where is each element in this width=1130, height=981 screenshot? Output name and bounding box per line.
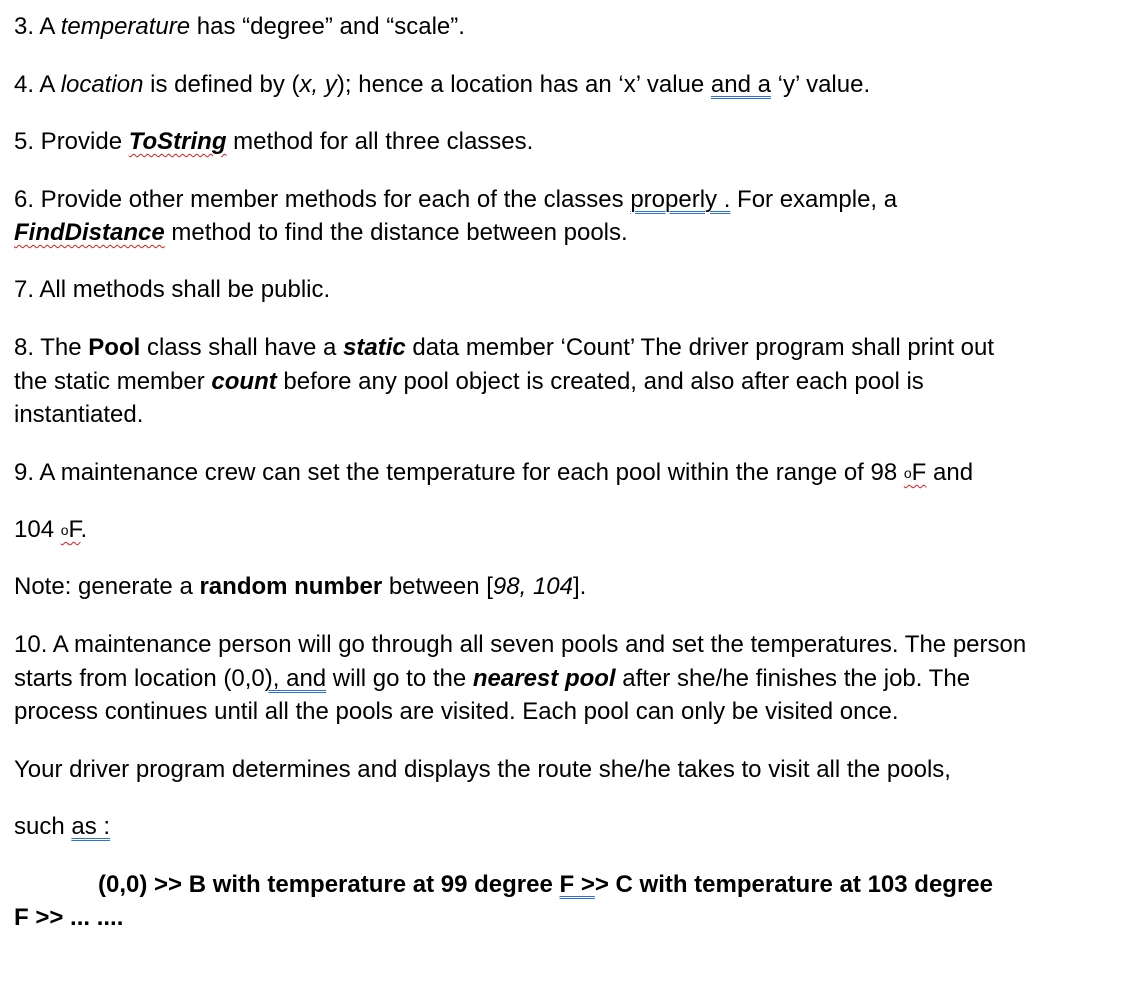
text: F >> ... .... (14, 904, 124, 931)
item-10-line-2 (14, 662, 970, 696)
text: between [ (382, 573, 493, 600)
degree-sign: o (903, 465, 912, 481)
text: will go to the (326, 665, 473, 692)
spelling-flag: ToString (128, 128, 227, 155)
text: class shall have a (140, 334, 344, 361)
text: is defined by ( (143, 71, 300, 98)
grammar-flag: as : (71, 813, 111, 840)
item-9-line-1 (14, 456, 973, 490)
text: ); hence a location has an ‘x’ value (336, 71, 711, 98)
italic-term: temperature (60, 13, 191, 40)
text: 9. A maintenance crew can set the temperature for each pool within the range of 98 (14, 459, 904, 486)
text: 3. A (14, 13, 61, 40)
item-8-line-1 (14, 331, 994, 365)
item-5 (14, 125, 533, 159)
example-line-1 (98, 868, 993, 902)
text: the static member (14, 368, 212, 395)
item-6-line-1 (14, 183, 897, 217)
example-line-2 (14, 901, 123, 935)
grammar-flag: and a (710, 71, 771, 98)
note (14, 570, 586, 604)
grammar-flag: F > (559, 871, 595, 898)
italic-term: location (60, 71, 144, 98)
text: 5. Provide (14, 128, 129, 155)
text: before any pool object is created, and also after each pool is (276, 368, 924, 395)
text: 6. Provide other member methods for each of the classes (14, 186, 631, 213)
spelling-flag: F (68, 516, 81, 543)
spelling-flag: FindDistance (14, 219, 165, 246)
text: and (926, 459, 974, 486)
text: instantiated. (14, 401, 144, 428)
text: (0,0) >> B with temperature at 99 degree (98, 871, 560, 898)
item-10-line-3 (14, 695, 899, 729)
text: 4. A (14, 71, 61, 98)
text: . (80, 516, 88, 543)
item-3 (14, 10, 465, 44)
text: 7. All methods shall be public. (14, 276, 331, 303)
italic-term: 98, 104 (492, 573, 573, 600)
degree-sign: o (60, 522, 69, 538)
text: Your driver program determines and displays the route she/he takes to visit all the pools, (14, 756, 951, 783)
driver-line-2 (14, 810, 110, 844)
text: process continues until all the pools are visited. Each pool can only be visited once. (14, 698, 899, 725)
text: 104 (14, 516, 61, 543)
text: starts from location (0,0 (14, 665, 265, 692)
item-6-line-2 (14, 216, 628, 250)
text: > C with temperature at 103 degree (594, 871, 993, 898)
grammar-flag: properly . (630, 186, 731, 213)
driver-line-1 (14, 753, 951, 787)
text: data member ‘Count’ The driver program shall print out (405, 334, 995, 361)
bold-italic-term: static (343, 334, 406, 361)
text: method to find the distance between pools. (164, 219, 628, 246)
item-9-line-2 (14, 513, 87, 547)
text: 10. A maintenance person will go through all seven pools and set the temperatures. The person (14, 631, 1027, 658)
item-8-line-3 (14, 398, 143, 432)
text: Note: generate a (14, 573, 200, 600)
text: ‘y’ value. (770, 71, 871, 98)
text: For example, a (730, 186, 898, 213)
text: 8. The (14, 334, 89, 361)
bold-term: random number (199, 573, 383, 600)
item-7 (14, 273, 330, 307)
bold-italic-term: nearest pool (472, 665, 616, 692)
text: has “degree” and “scale”. (190, 13, 465, 40)
text: after she/he finishes the job. The (615, 665, 971, 692)
grammar-flag: ), and (264, 665, 327, 692)
bold-term: Pool (88, 334, 141, 361)
text: ]. (572, 573, 587, 600)
italic-term: x, y (299, 71, 337, 98)
item-4 (14, 68, 870, 102)
text: such (14, 813, 72, 840)
item-8-line-2 (14, 365, 924, 399)
spelling-flag: F (911, 459, 927, 486)
text: method for all three classes. (226, 128, 534, 155)
bold-italic-term: count (211, 368, 277, 395)
item-10-line-1 (14, 628, 1026, 662)
